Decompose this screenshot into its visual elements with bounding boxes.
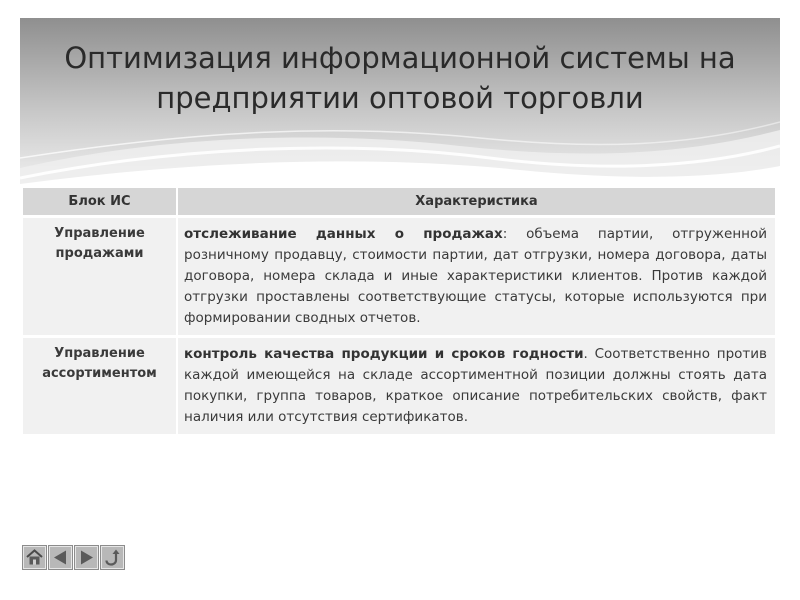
home-button[interactable]: [22, 545, 47, 570]
characteristic-cell: [178, 218, 775, 338]
table-header-row: [23, 188, 775, 218]
characteristics-table: [23, 188, 775, 437]
block-name-line: продажами: [55, 246, 144, 261]
title-line-1: Оптимизация информационной системы на: [64, 41, 736, 75]
slide-header: [20, 18, 780, 193]
forward-button[interactable]: [74, 545, 99, 570]
block-name-line: ассортиментом: [42, 366, 157, 381]
home-icon: [25, 548, 44, 567]
slide-navigation: [22, 545, 126, 570]
column-header-characteristic: Характеристика: [178, 188, 775, 218]
page-title: [20, 38, 780, 118]
return-icon: [103, 548, 122, 567]
characteristic-lead: отслеживание данных о продажах: [184, 226, 503, 242]
characteristic-cell: [178, 338, 775, 437]
characteristic-lead: контроль качества продукции и сроков годности: [184, 346, 584, 362]
forward-icon: [77, 548, 96, 567]
table-row: [23, 218, 775, 338]
table-row: [23, 338, 775, 437]
block-cell: [23, 218, 178, 338]
characteristic-text: : объема партии, отгруженной розничному продавцу, стоимости партии, дат отгрузки, номера договора, даты договора, номера склада и иные характеристики клиентов. Против каждой отгрузки проставлены соответствующие статусы, которые используются при формировании сводных отчетов.: [184, 226, 768, 326]
characteristic-text: . Соответственно против каждой имеющейся на складе ассортиментной позиции должны стоять дата покупки, группа товаров, краткое описание потребительских свойств, факт наличия или отсутствия сертификатов.: [184, 346, 767, 425]
characteristics-table-wrapper: [23, 188, 775, 437]
block-name-line: Управление: [54, 226, 145, 241]
block-cell: [23, 338, 178, 437]
title-line-2: предприятии оптовой торговли: [156, 81, 644, 115]
column-header-block: Блок ИС: [23, 188, 178, 218]
back-button[interactable]: [48, 545, 73, 570]
slide: [20, 18, 780, 582]
back-icon: [51, 548, 70, 567]
block-name-line: Управление: [54, 346, 145, 361]
return-button[interactable]: [100, 545, 125, 570]
